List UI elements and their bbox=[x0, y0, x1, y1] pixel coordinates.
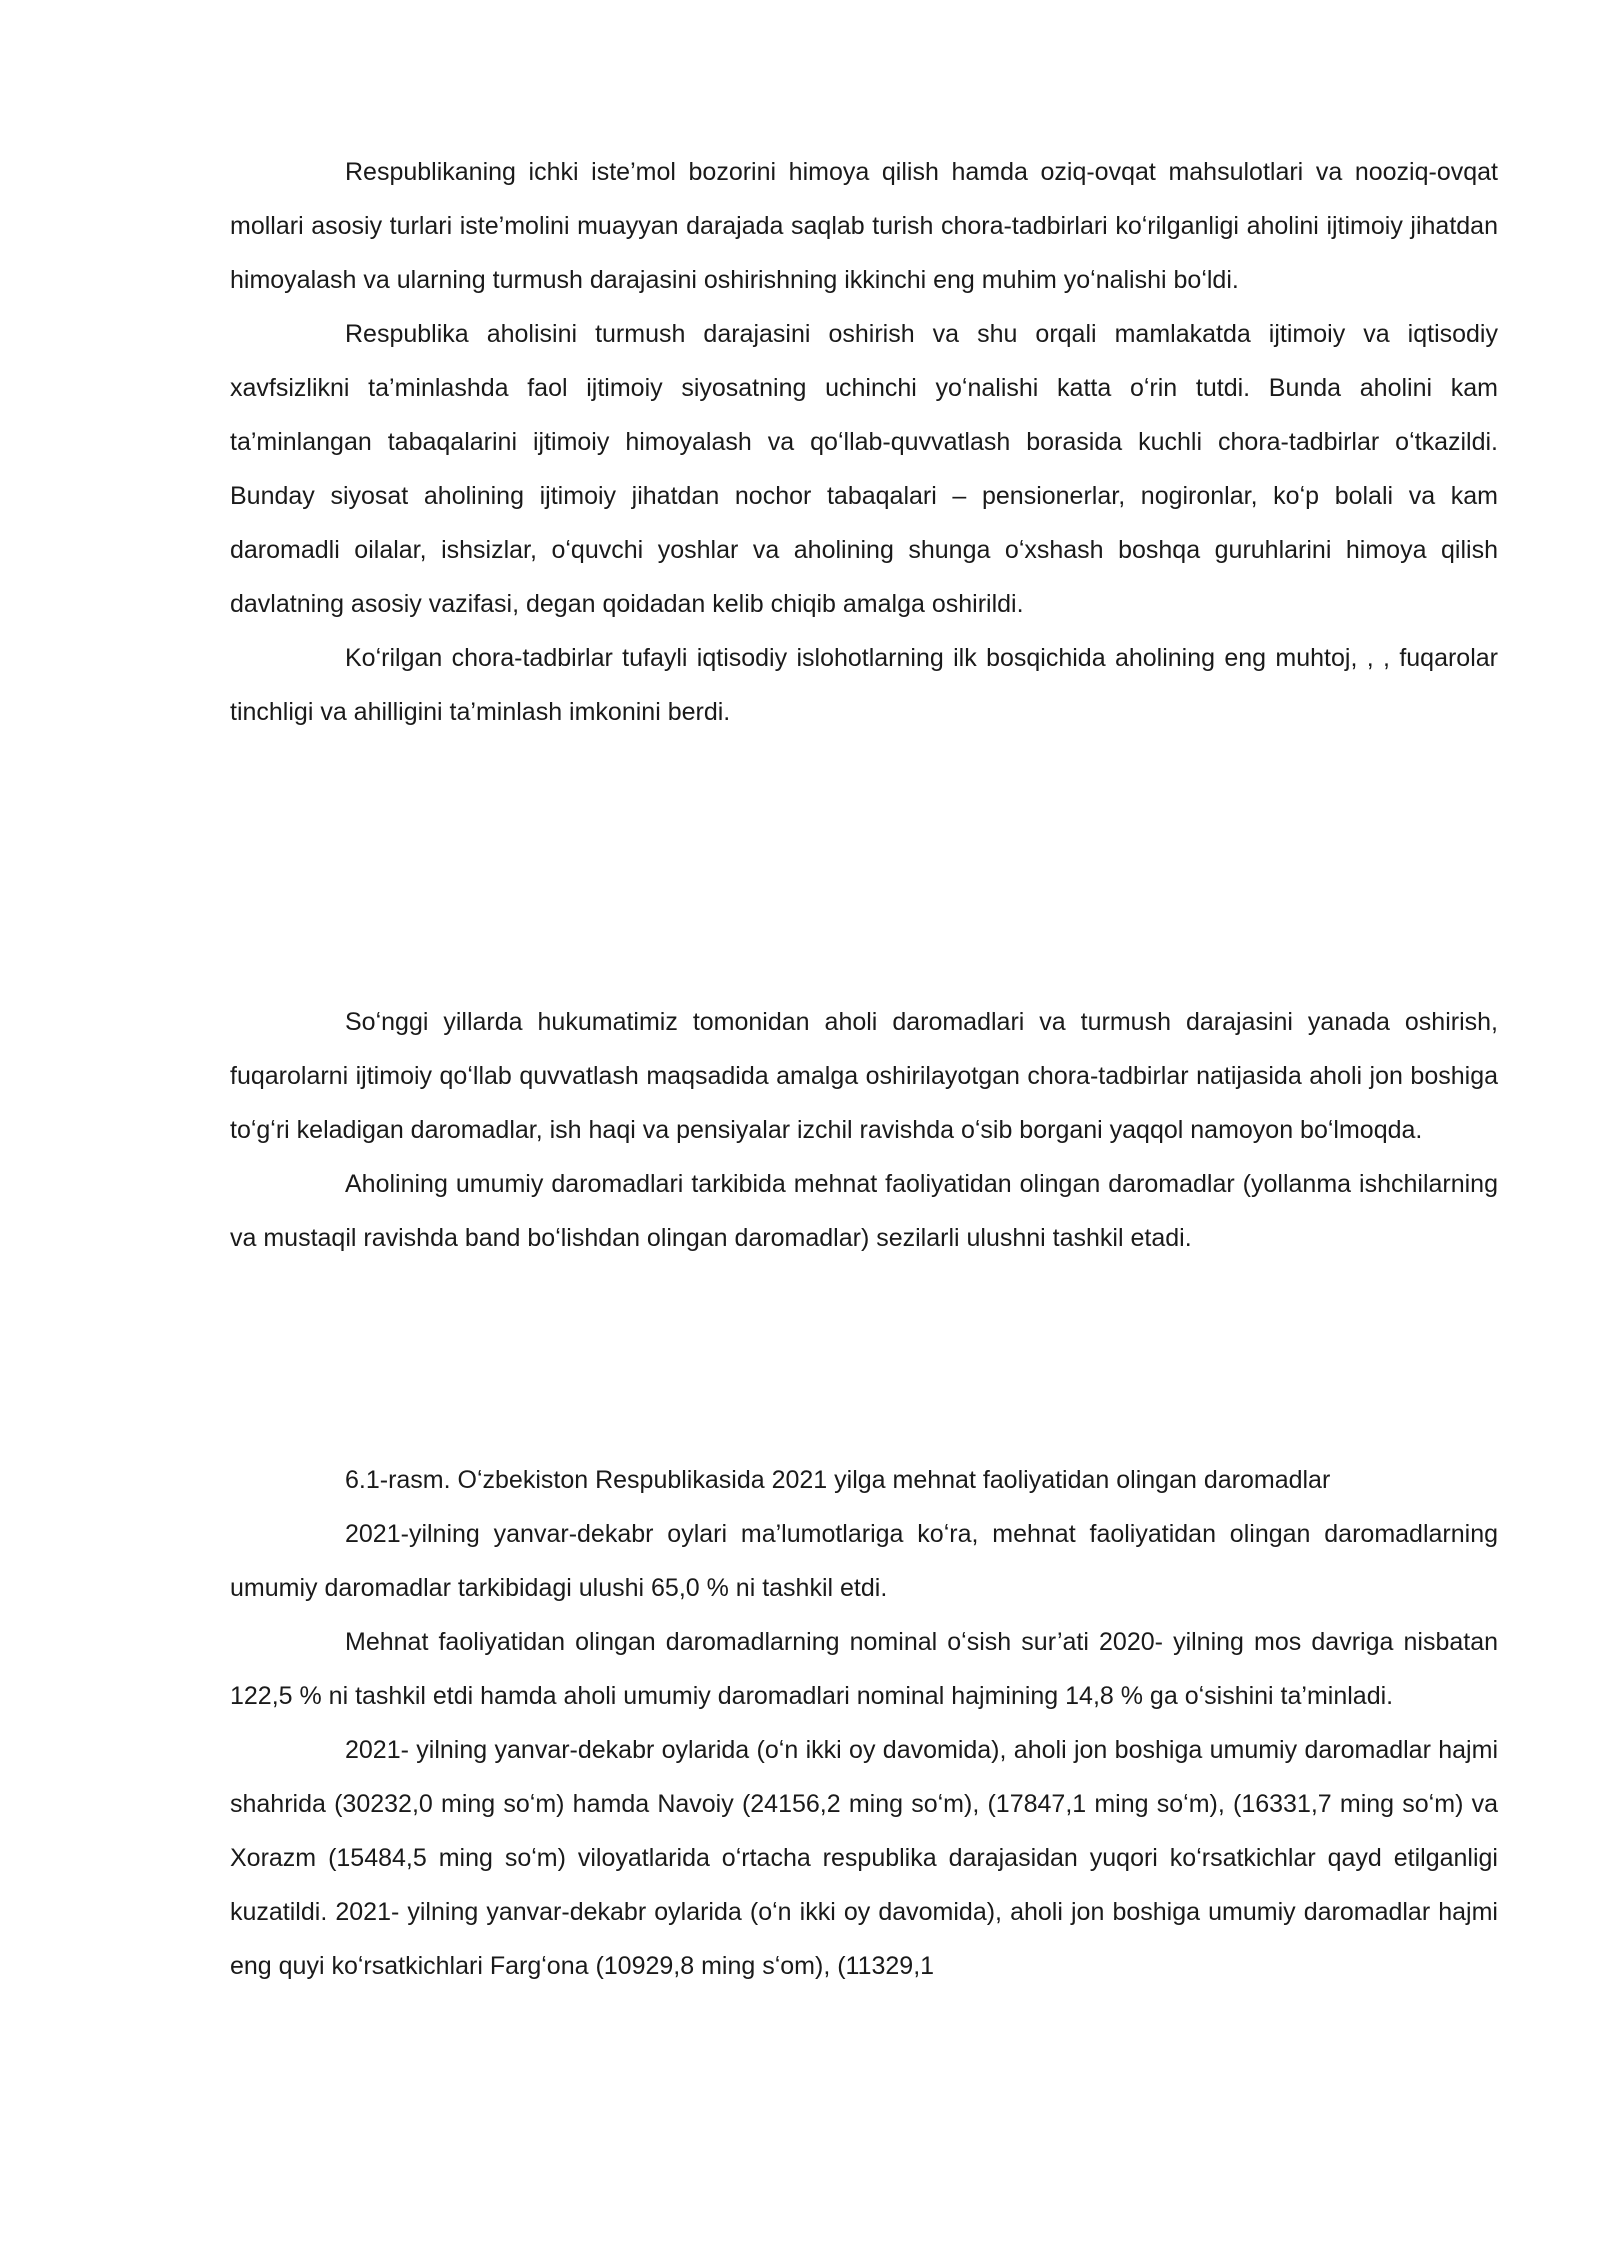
paragraph: Respublika aholisini turmush darajasini oshirish va shu orqali mamlakatda ijtimoiy va iqtisodiy xavfsizlikni ta’minlashda faol ijtimoiy siyosatning uchinchi yoʻnalishi katta oʻrin tutdi. Bunda aholini kam ta’minlangan tabaqalarini ijtimoiy himoyalash va qoʻllab-quvvatlash borasida kuchli chora-tadbirlar oʻtkazildi. Bunday siyosat aholining ijtimoiy jihatdan nochor tabaqalari – pensionerlar, nogironlar, koʻp bolali va kam daromadli oilalar, ishsizlar, oʻquvchi yoshlar va aholining shunga oʻxshash boshqa guruhlarini himoya qilish davlatning asosiy vazifasi, degan qoidadan kelib chiqib amalga oshirildi. bbox=[230, 320, 1498, 618]
text-section-labor-income bbox=[230, 1453, 1498, 1993]
paragraph: 2021- yilning yanvar-dekabr oylarida (oʻn ikki oy davomida), aholi jon boshiga umumiy daromadlar hajmi shahrida (30232,0 ming soʻm) hamda Navoiy (24156,2 ming soʻm), (17847,1 ming soʻm), (16331,7 ming soʻm) va Xorazm (15484,5 ming soʻm) viloyatlarida oʻrtacha respublika darajasidan yuqori koʻrsatkichlar qayd etilganligi kuzatildi. 2021- yilning yanvar-dekabr oylarida (oʻn ikki oy davomida), aholi jon boshiga umumiy daromadlar hajmi eng quyi koʻrsatkichlari Fargʻona (10929,8 ming sʻom), (11329,1 bbox=[230, 1736, 1498, 1980]
paragraph: Aholining umumiy daromadlari tarkibida mehnat faoliyatidan olingan daromadlar (yollanma ishchilarning va mustaqil ravishda band boʻlishdan olingan daromadlar) sezilarli ulushni tashkil etadi. bbox=[230, 1170, 1498, 1252]
paragraph: Koʻrilgan chora-tadbirlar tufayli iqtisodiy islohotlarning ilk bosqichida aholining eng muhtoj, , , fuqarolar tinchligi va ahilligini ta’minlash imkonini berdi. bbox=[230, 644, 1498, 726]
text-section-social-protection bbox=[230, 145, 1498, 739]
paragraph: 2021-yilning yanvar-dekabr oylari ma’lumotlariga koʻra, mehnat faoliyatidan olingan daromadlarning umumiy daromadlar tarkibidagi ulushi 65,0 % ni tashkil etdi. bbox=[230, 1520, 1498, 1602]
paragraph: Mehnat faoliyatidan olingan daromadlarning nominal oʻsish sur’ati 2020- yilning mos davriga nisbatan 122,5 % ni tashkil etdi hamda aholi umumiy daromadlari nominal hajmining 14,8 % ga oʻsishini ta’minladi. bbox=[230, 1628, 1498, 1710]
text-section-incomes bbox=[230, 995, 1498, 1265]
paragraph: Soʻnggi yillarda hukumatimiz tomonidan aholi daromadlari va turmush darajasini yanada oshirish, fuqarolarni ijtimoiy qoʻllab quvvatlash maqsadida amalga oshirilayotgan chora-tadbirlar natijasida aholi jon boshiga toʻgʻri keladigan daromadlar, ish haqi va pensiyalar izchil ravishda oʻsib borgani yaqqol namoyon boʻlmoqda. bbox=[230, 1008, 1498, 1144]
figure-caption: 6.1-rasm. Oʻzbekiston Respublikasida 2021 yilga mehnat faoliyatidan olingan daromadlar bbox=[345, 1466, 1331, 1494]
paragraph: Respublikaning ichki iste’mol bozorini himoya qilish hamda oziq-ovqat mahsulotlari va nooziq-ovqat mollari asosiy turlari iste’molini muayyan darajada saqlab turish chora-tadbirlari koʻrilganligi aholini ijtimoiy jihatdan himoyalash va ularning turmush darajasini oshirishning ikkinchi eng muhim yoʻnalishi boʻldi. bbox=[230, 158, 1498, 294]
